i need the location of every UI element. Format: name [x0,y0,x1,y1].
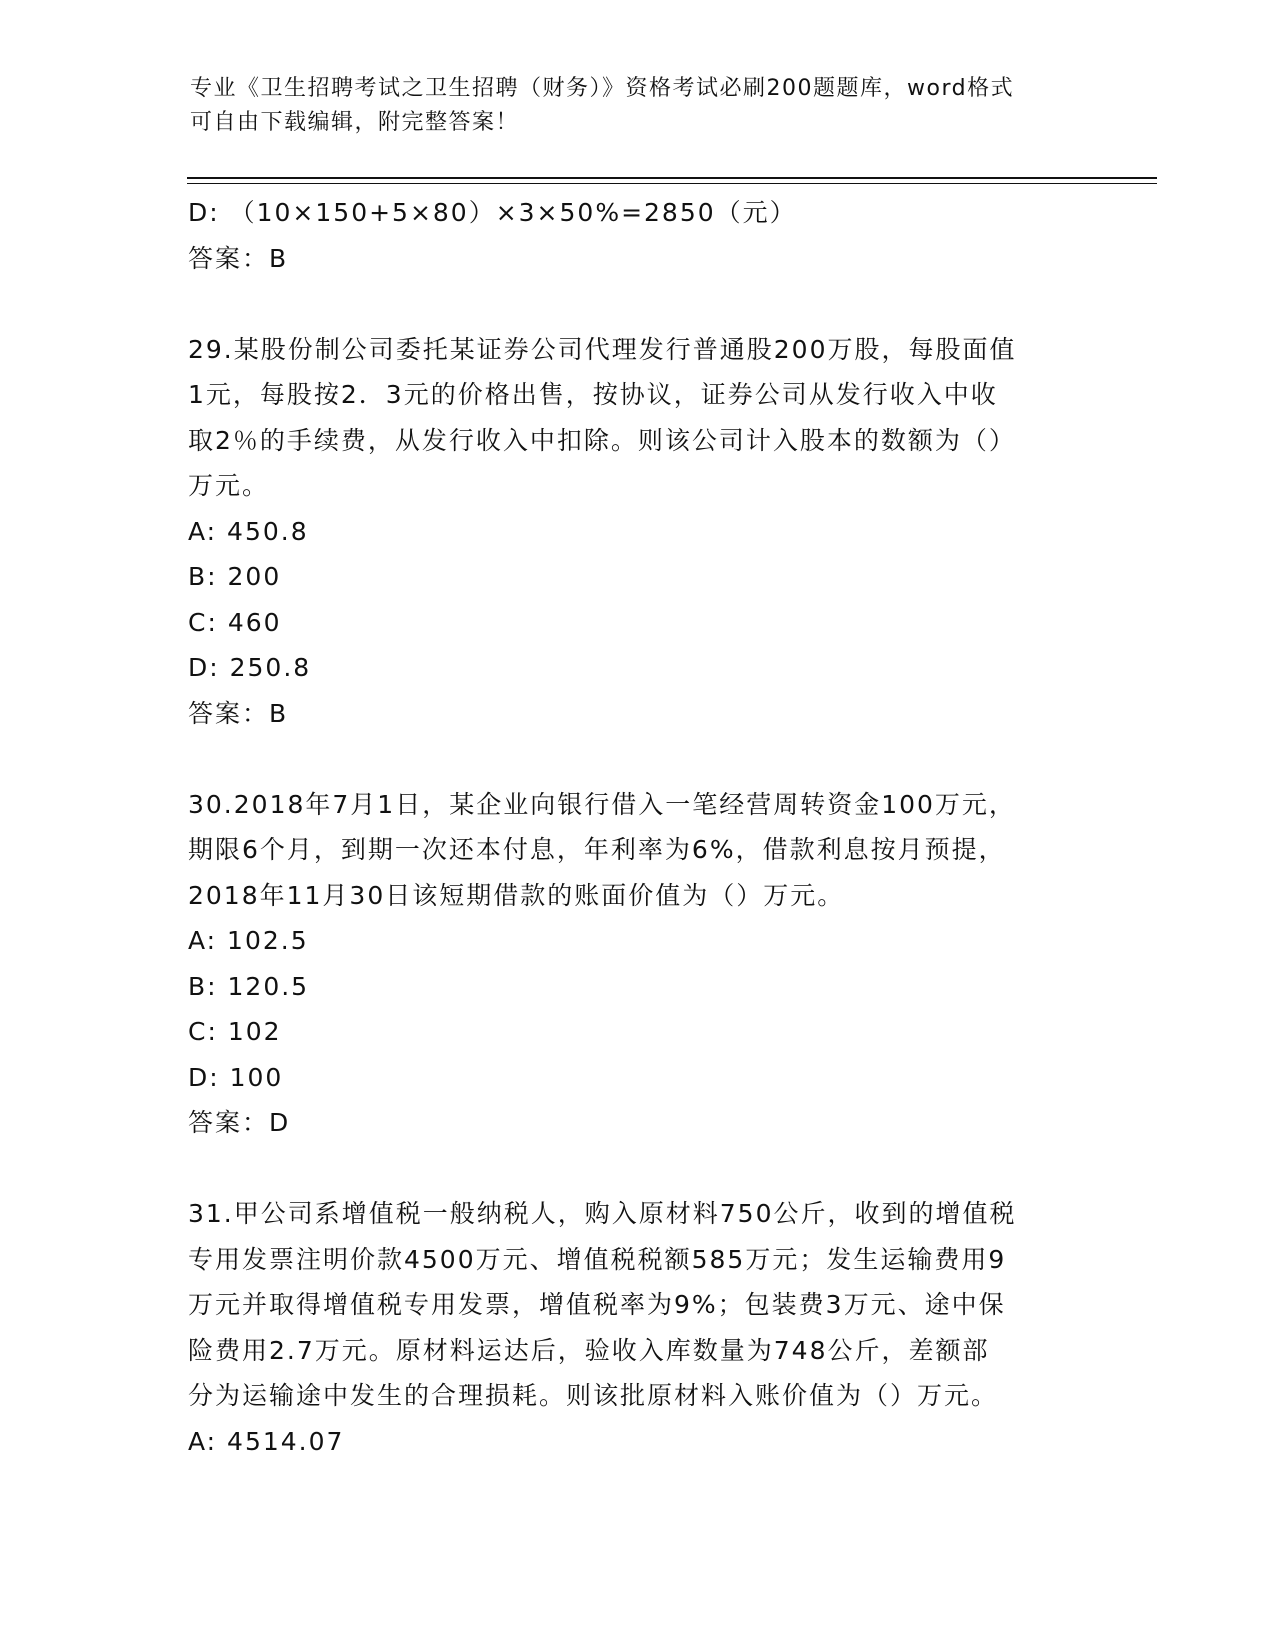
q30-option-b: B: 120.5 [188,971,310,1001]
q29-option-c: C: 460 [188,607,282,637]
header-rule-thin [187,183,1157,184]
document-body [188,190,1088,1464]
q30-answer: 答案：D [188,1108,291,1137]
spacer [188,281,1088,327]
q30-option-d: D: 100 [188,1062,284,1092]
question-31 [188,1191,1088,1464]
header-line-1: 专业《卫生招聘考试之卫生招聘（财务）》资格考试必刷200题题库，word格式 [190,76,1015,101]
page-header [190,72,1070,140]
q31-stem-line-5: 分为运输途中发生的合理损耗。则该批原材料入账价值为（）万元。 [188,1381,999,1410]
q31-option-a: A: 4514.07 [188,1426,345,1456]
q30-stem-line-1: 30.2018年7月1日，某企业向银行借入一笔经营周转资金100万元， [188,789,1016,819]
q29-stem-line-3: 取2％的手续费，从发行收入中扣除。则该公司计入股本的数额为（） [188,425,1016,455]
question-29 [188,327,1088,737]
q29-option-a: A: 450.8 [188,516,309,546]
prev-answer: 答案：B [188,243,289,273]
q31-stem-line-3: 万元并取得增值税专用发票，增值税率为9%；包装费3万元、途中保 [188,1290,1006,1319]
prev-option-d: D: （10×150+5×80）×3×50%=2850（元） [188,198,797,227]
q31-stem-line-2: 专用发票注明价款4500万元、增值税税额585万元；发生运输费用9 [188,1244,1007,1274]
q31-stem-line-4: 险费用2.7万元。原材料运达后，验收入库数量为748公斤，差额部 [188,1335,990,1365]
q30-option-a: A: 102.5 [188,926,309,955]
q30-option-c: C: 102 [188,1017,282,1046]
q29-stem-line-1: 29.某股份制公司委托某证券公司代理发行普通股200万股，每股面值 [188,334,1017,364]
q29-stem-line-2: 1元，每股按2．3元的价格出售，按协议，证券公司从发行收入中收 [188,380,998,409]
q29-option-d: D: 250.8 [188,653,312,682]
spacer [188,1146,1088,1192]
header-line-2: 可自由下载编辑，附完整答案！ [190,110,520,135]
q29-answer: 答案：B [188,698,289,728]
q29-option-b: B: 200 [188,562,282,591]
q31-stem-line-1: 31.甲公司系增值税一般纳税人，购入原材料750公斤，收到的增值税 [188,1199,1017,1228]
question-30 [188,782,1088,1146]
q30-stem-line-2: 期限6个月，到期一次还本付息，年利率为6%，借款利息按月预提， [188,835,1006,864]
spacer [188,736,1088,782]
q29-stem-line-4: 万元。 [188,471,270,500]
header-rule-thick [187,177,1157,179]
q30-stem-line-3: 2018年11月30日该短期借款的账面价值为（）万元。 [188,880,845,910]
